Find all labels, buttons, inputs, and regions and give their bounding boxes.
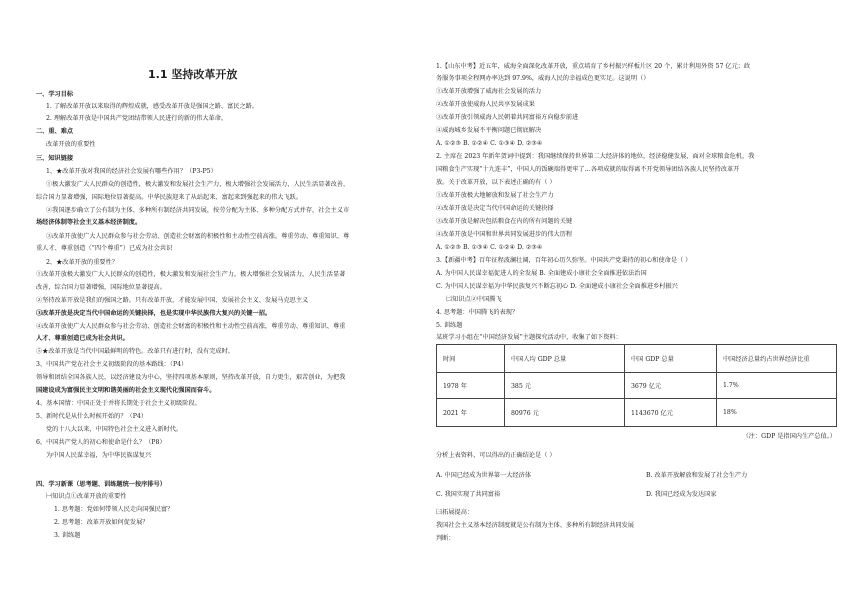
text-line: 2. 理解改革开放是中国共产党团结带领人民进行的新的伟大革命。 xyxy=(46,115,228,122)
question-line: 国粮食生产实现“十九连丰”，中国人的饭碗端得更牢了…各项成就的取得离不开党领导团结各族人民坚持改革开 xyxy=(436,166,740,173)
text-line: 1. 了解改革开放以来取得的辉煌成就，感受改革开放是强国之路、富民之路。 xyxy=(46,103,259,110)
text-line: 重人才、尊重创造（“四个尊重”）已成为社会共识 xyxy=(36,245,173,252)
table-header-row xyxy=(437,345,837,373)
table-cell: 385 元 xyxy=(505,373,625,399)
option-line: ①改革开放极大地解放和发展了社会生产力 xyxy=(436,192,554,199)
choices-line: C. 为中国人民谋幸福为中华民族复兴不断忘初心 D. 全面建成小康社会全面推进乡村振兴 xyxy=(436,283,678,290)
table-note: （注：GDP 是指国内生产总值。） xyxy=(742,433,836,440)
text-line: ③改革开放是决定当代中国命运的关键抉择，也是实现中华民族伟大复兴的关键一招。 xyxy=(36,310,272,317)
page-title: 1.1 坚持改革开放 xyxy=(148,68,238,81)
text-line: 6、中国共产党人的初心和使命是什么？（P8） xyxy=(36,439,166,446)
table-cell: 1.7% xyxy=(717,373,837,399)
question-line: 5. 训练题 xyxy=(436,322,463,329)
question-line: 某班学习小组在“中国经济发展”主题探究活动中，收集了如下资料： xyxy=(436,334,622,341)
choice-b: B. 改革开放解放和发展了社会生产力 xyxy=(646,472,748,479)
table-header-cell: 中国人均 GDP 总量 xyxy=(505,345,625,373)
question-line: 2. 主席在 2023 年新年贺词中提到：我国继续保持世界第二大经济体的地位，经济稳健发展，面对全球粮食危机，我 xyxy=(436,153,755,160)
table-cell: 1143670 亿元 xyxy=(625,399,717,427)
text-line: 2. 思考题：改革开放如何促发展？ xyxy=(54,519,149,526)
option-line: ②改革开放使威海人民共享发展成果 xyxy=(436,101,535,108)
table-cell: 3679 亿元 xyxy=(625,373,717,399)
text-line: 为中国人民谋幸福，为中华民族谋复兴 xyxy=(46,452,152,459)
table-cell: 2021 年 xyxy=(437,399,505,427)
text-line: 改善，综合国力显著增强，国际地位显著提高。 xyxy=(36,284,166,291)
text-line: 国建设成为富强民主文明和谐美丽的社会主义现代化强国而奋斗。 xyxy=(36,387,216,394)
text-line: 改革开放的重要性 xyxy=(46,141,96,148)
subsection-heading: ㈢拓展提高： xyxy=(436,509,474,516)
section-heading: 四、学习新课（思考题、训练题统一按序排号） xyxy=(36,481,166,488)
option-line: ④威海城乡发展不平衡问题已彻底解决 xyxy=(436,127,542,134)
question-line: 判断： xyxy=(436,535,455,542)
text-line: 人才、尊重创造已成为社会共识。 xyxy=(36,335,129,342)
text-line: 4、基本国情：中国正处于并将长期处于社会主义初级阶段。 xyxy=(36,400,201,407)
table-row xyxy=(437,373,837,399)
subsection-heading: ㈡知识点②中国腾飞 xyxy=(446,296,502,303)
table-cell: 1978 年 xyxy=(437,373,505,399)
question-line: 放。关于改革开放，以下表述正确的有（ ） xyxy=(436,179,556,186)
text-line: 场经济体制等社会主义基本经济制度。 xyxy=(36,219,142,226)
table-header-cell: 中国经济总量约占世界经济比重 xyxy=(717,345,837,373)
choice-d: D. 我国已经成为发达国家 xyxy=(646,491,717,498)
text-line: 综合国力显著增强，国际地位显著提高。中华民族迎来了从站起来、富起来到强起来的伟大飞跃。 xyxy=(36,194,303,201)
table-header-cell: 时间 xyxy=(437,345,505,373)
option-line: ③改革开放引领威海人民朝着共同富裕方向稳步前进 xyxy=(436,114,579,121)
choices-line: A. ①②③ B. ①②④ C. ①③④ D. ②③④ xyxy=(436,140,543,147)
gdp-table xyxy=(436,344,837,427)
table-header-cell: 中国 GDP 总量 xyxy=(625,345,717,373)
text-line: ⑤★改革开放是当代中国最鲜明的特色。改革只有进行时，没有完成时。 xyxy=(36,348,234,355)
table-cell: 18% xyxy=(717,399,837,427)
text-line: 3、中国共产党在社会主义初级阶段的基本路线：（P4） xyxy=(36,361,188,368)
table-row xyxy=(437,399,837,427)
choice-a: A. 中国已经成为世界第一大经济体 xyxy=(436,472,532,479)
question-line: 3.【新疆中考】百年征程波澜壮阔，百年初心历久弥坚。中国共产党秉持的初心和使命是（ ） xyxy=(436,257,692,264)
question-line: 4. 思考题：中国腾飞的表现？ xyxy=(436,309,519,316)
text-line: 1、★改革开放对我国的经济社会发展有哪些作用？（P3-P5） xyxy=(46,168,217,175)
question-line: 1.【山东中考】近五年，威海全面深化改革开放，重点培育了乡村振兴样板片区 20 个，累计利用外资 57 亿元；政 xyxy=(436,63,751,70)
question-line: 务服务事项全程网办率达到 97.9%，威海人民的幸福成色更实足。这说明（） xyxy=(436,75,650,82)
text-line: 2、★改革开放的重要性？ xyxy=(46,259,118,266)
section-heading: 三、知识链接 xyxy=(36,155,74,162)
option-line: ③改革开放是解决包括粮食在内的所有问题的关键 xyxy=(436,218,573,225)
text-line: ③改革开放使广大人民群众参与社会劳动、创造社会财富的积极性和主动性空前高涨。尊重劳动、尊重知识、尊 xyxy=(46,233,350,240)
choice-c: C. 我国实现了共同富裕 xyxy=(436,491,501,498)
text-line: 5、新时代是从什么时候开始的？（P4） xyxy=(36,413,148,420)
option-line: ②改革开放是决定当代中国命运的关键抉择 xyxy=(436,205,554,212)
section-heading: 一、学习目标 xyxy=(36,91,74,98)
text-line: 党的十八大以来，中国特色社会主义进入新时代。 xyxy=(46,426,183,433)
option-line: ④改革开放是中国和世界共同发展进步的伟大历程 xyxy=(436,231,573,238)
text-line: 领导和团结全国各族人民，以经济建设为中心，坚持四项基本原则，坚持改革开放，自力更生，艰苦创业，为把我 xyxy=(36,374,346,381)
text-line: ㈠知识点①改革开放的重要性 xyxy=(46,493,127,500)
question-line: 分析上表资料，可以得出的正确结论是（ ） xyxy=(436,452,556,459)
table-cell: 80976 元 xyxy=(505,399,625,427)
option-line: ①改革开放增强了威海社会发展的活力 xyxy=(436,88,542,95)
text-line: ②坚持改革开放是我们的强国之路。只有改革开放，才能发展中国、发展社会主义、发展马克思主义 xyxy=(36,297,309,304)
text-line: 1. 思考题：党如何带领人民走向国强民富？ xyxy=(54,506,174,513)
question-line: 我国社会主义基本经济制度就是公有制为主体、多种所有制经济共同发展 xyxy=(436,522,634,529)
text-line: ②我国逐步确立了公有制为主体、多种所有制经济共同发展，按劳分配为主体、多种分配方式并存，社会主义市 xyxy=(46,207,350,214)
choices-line: A. 为中国人民谋幸福促进人的全发展 B. 全面建成小康社会全面推进依法治国 xyxy=(436,270,647,277)
text-line: ①极大激发广大人民群众的创造性，极大激发和发展社会生产力，极大增强社会发展活力，人民生活显著改善， xyxy=(46,181,350,188)
text-line: ①改革开放极大激发广大人民群众的创造性，极大激发和发展社会生产力，极大增强社会发展活力，人民生活显著 xyxy=(36,271,346,278)
section-heading: 二、重、难点 xyxy=(36,128,74,135)
choices-line: A. ①②③ B. ①③④ C. ①②④ D. ②③④ xyxy=(436,244,543,251)
text-line: 3. 训练题 xyxy=(54,532,81,539)
text-line: ④改革开放使广大人民群众参与社会劳动、创造社会财富的积极性和主动性空前高涨，尊重劳动、尊重知识、尊重 xyxy=(36,323,346,330)
